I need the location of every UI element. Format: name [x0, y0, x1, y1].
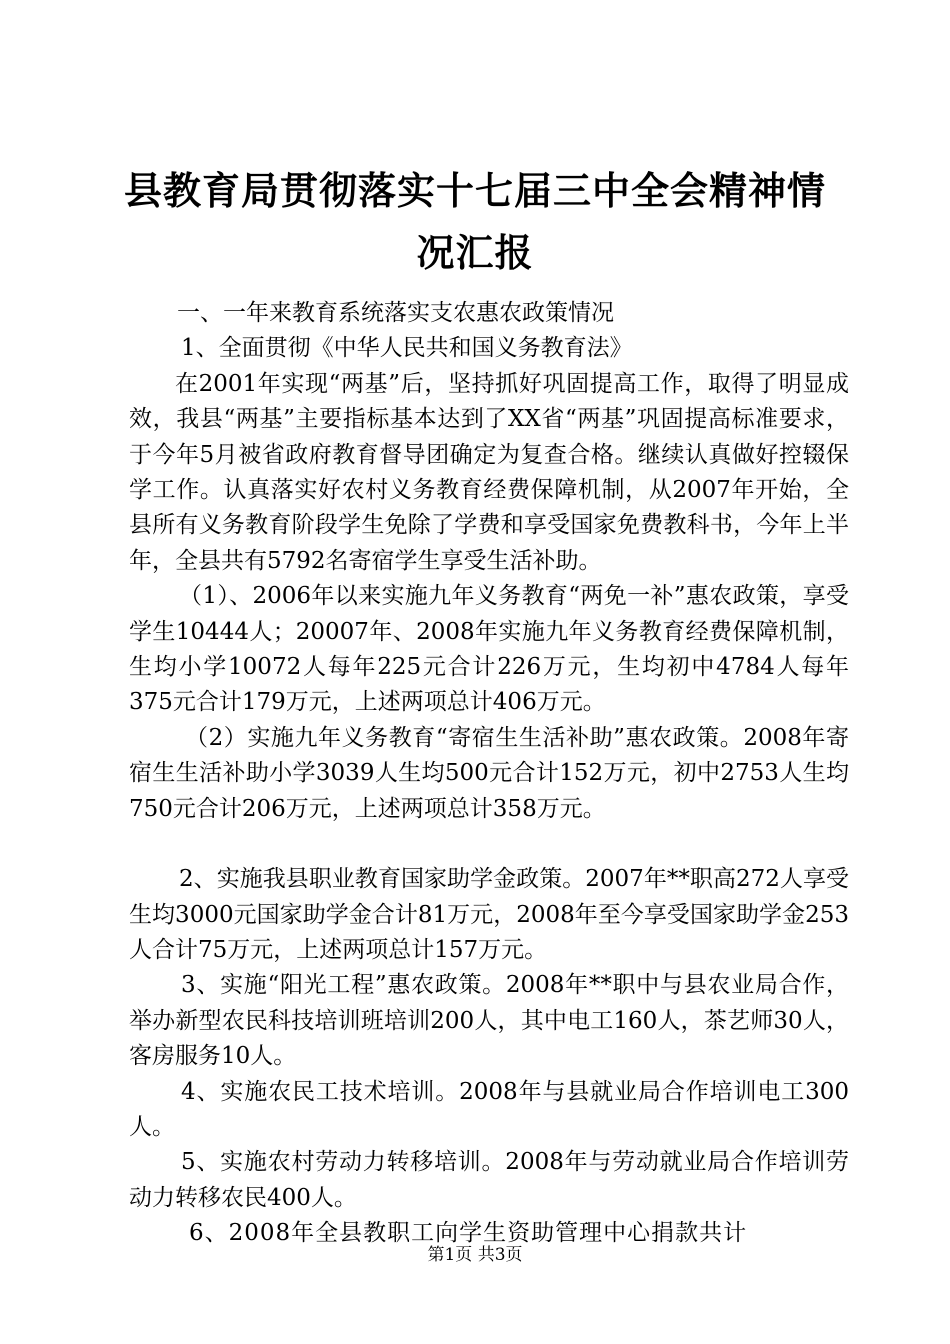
body-paragraph: 6、2008年全县教职工向学生资助管理中心捐款共计	[189, 1220, 748, 1247]
body-paragraph: 2、实施我县职业教育国家助学金政策。2007年**职高272人享受生均3000元国家助学金合计81万元，2008年至今享受国家助学金253人合计75万元，上述两项总计157万元。	[129, 866, 849, 963]
body-paragraph: 在2001年实现“两基”后，坚持抓好巩固提高工作，取得了明显成效，我县“两基”主要指标基本达到了XX省“两基”巩固提高标准要求，于今年5月被省政府教育督导团确定为复查合格。继续认真做好控辍保学工作。认真落实好农村义务教育经费保障机制，从2007年开始，全县所有义务教育阶段学生免除了学费和享受国家免费教科书，今年上半年，全县共有5792名寄宿学生享受生活补助。	[129, 370, 849, 574]
page-footer: 第1页 共3页	[427, 1245, 523, 1265]
body-paragraph: 3、实施“阳光工程”惠农政策。2008年**职中与县农业局合作，举办新型农民科技培训班培训200人，其中电工160人，茶艺师30人，客房服务10人。	[129, 972, 849, 1070]
body-paragraph: （2）实施九年义务教育“寄宿生生活补助”惠农政策。2008年寄宿生生活补助小学3039人生均500元合计152万元，初中2753人生均750元合计206万元，上述两项总计358万元。	[129, 724, 849, 822]
body-paragraph: 4、实施农民工技术培训。2008年与县就业局合作培训电工300人。	[129, 1078, 849, 1140]
body-paragraph: 5、实施农村劳动力转移培训。2008年与劳动就业局合作培训劳动力转移农民400人。	[129, 1149, 849, 1211]
paragraph-spacer	[129, 827, 849, 862]
body-paragraph: （1）、2006年以来实施九年义务教育“两免一补”惠农政策，享受学生10444人；20007年、2008年实施九年义务教育经费保障机制，生均小学10072人每年225元合计226万元，生均初中4784人每年375元合计179万元，上述两项总计406万元。	[129, 583, 849, 716]
document-title: 县教育局贯彻落实十七届三中全会精神情况汇报	[123, 168, 826, 275]
subsection-heading: 1、全面贯彻《中华人民共和国义务教育法》	[181, 335, 633, 362]
section-heading: 一、一年来教育系统落实支农惠农政策情况	[177, 300, 614, 326]
document-body	[129, 296, 849, 1252]
